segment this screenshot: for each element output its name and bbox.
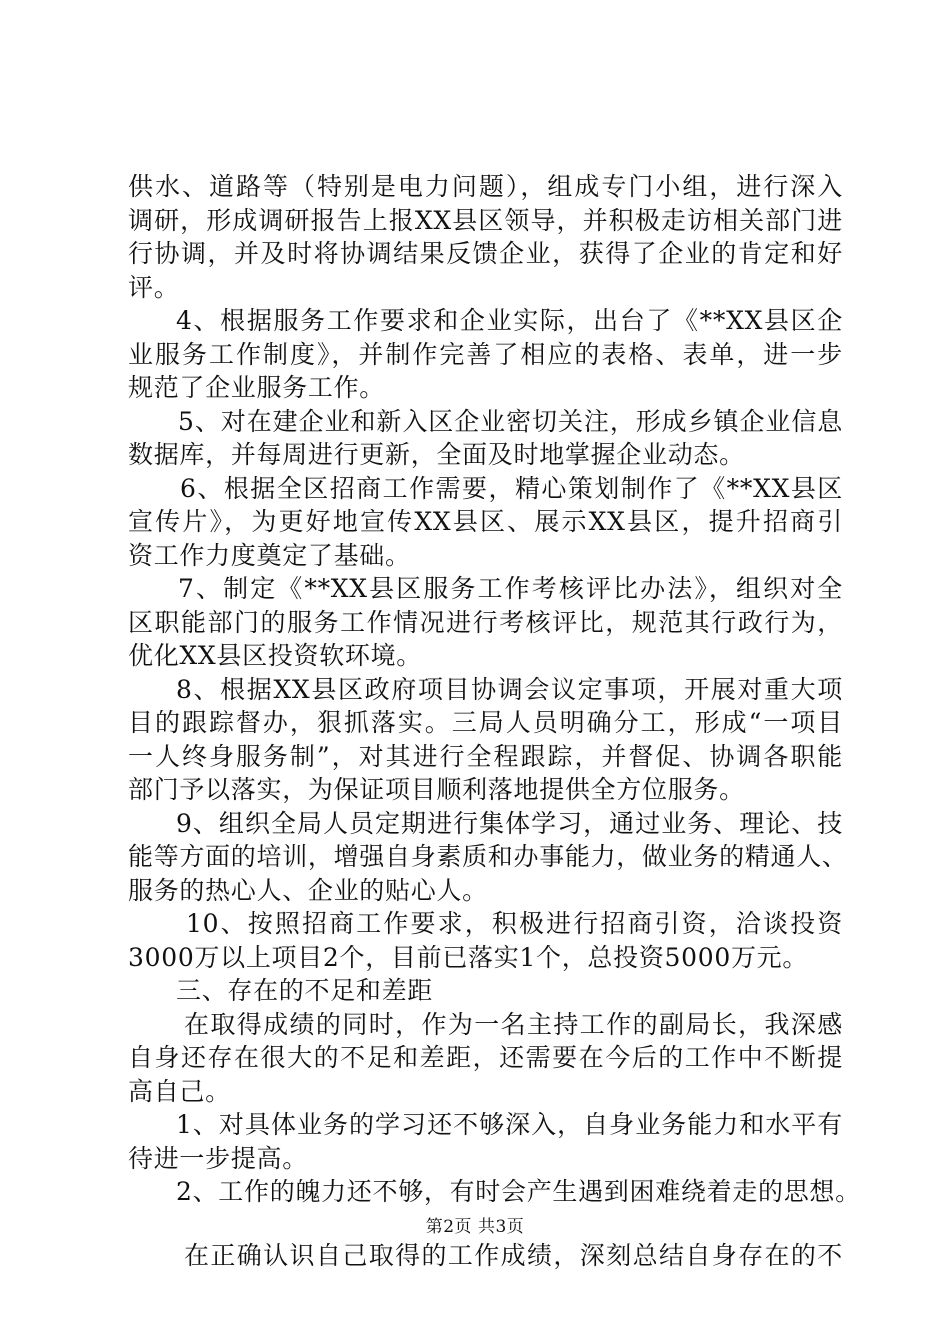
text-line: 优化XX县区投资软环境。	[128, 641, 422, 670]
text-line: 服务的热心人、企业的贴心人。	[128, 875, 488, 905]
text-line: 2、工作的魄力还不够，有时会产生遇到困难绕着走的思想。	[176, 1177, 861, 1206]
text-line: 10、按照招商工作要求，积极进行招商引资，洽谈投资	[186, 909, 843, 938]
text-line: 能等方面的培训，增强自身素质和办事能力，做业务的精通人、	[128, 842, 848, 871]
text-line: 规范了企业服务工作。	[128, 373, 386, 402]
text-line: 5、对在建企业和新入区企业密切关注，形成乡镇企业信息	[178, 406, 843, 436]
document-body	[128, 170, 861, 1272]
text-line: 部门予以落实，为保证项目顺利落地提供全方位服务。	[128, 775, 745, 804]
text-line: 9、组织全局人员定期进行集体学习，通过业务、理论、技	[176, 808, 843, 838]
text-line: 供水、道路等（特别是电力问题），组成专门小组，进行深入	[128, 172, 843, 201]
text-line: 在取得成绩的同时，作为一名主持工作的副局长，我深感	[184, 1009, 843, 1039]
text-line: 资工作力度奠定了基础。	[128, 540, 411, 570]
text-line: 3000万以上项目2个，目前已落实1个，总投资5000万元。	[128, 942, 809, 972]
text-line: 区职能部门的服务工作情况进行考核评比，规范其行政行为，	[128, 607, 843, 637]
text-line: 目的跟踪督办，狠抓落实。三局人员明确分工，形成“一项目	[128, 708, 843, 737]
text-line: 4、根据服务工作要求和企业实际，出台了《**XX县区企	[176, 306, 843, 335]
text-line: 一人终身服务制”，对其进行全程跟踪，并督促、协调各职能	[128, 741, 843, 771]
text-line: 自身还存在很大的不足和差距，还需要在今后的工作中不断提	[128, 1043, 843, 1072]
text-line: 在正确认识自己取得的工作成绩，深刻总结自身存在的不	[184, 1240, 843, 1270]
page-footer: 第2页 共3页	[425, 1217, 525, 1237]
text-line: 评。	[128, 272, 180, 302]
text-line: 1、对具体业务的学习还不够深入，自身业务能力和水平有	[176, 1110, 843, 1139]
text-line: 宣传片》，为更好地宣传XX县区、展示XX县区，提升招商引	[128, 507, 843, 536]
section-heading: 三、存在的不足和差距	[176, 976, 434, 1005]
text-line: 数据库，并每周进行更新，全面及时地掌握企业动态。	[128, 440, 745, 469]
text-line: 行协调，并及时将协调结果反馈企业，获得了企业的肯定和好	[128, 239, 843, 268]
text-line: 待进一步提高。	[128, 1143, 308, 1173]
text-line: 调研，形成调研报告上报XX县区领导，并积极走访相关部门进	[128, 205, 843, 235]
text-line: 7、制定《**XX县区服务工作考核评比办法》，组织对全	[178, 574, 843, 603]
text-line: 6、根据全区招商工作需要，精心策划制作了《**XX县区	[180, 473, 843, 503]
text-line: 业服务工作制度》，并制作完善了相应的表格、表单，进一步	[128, 339, 843, 369]
text-line: 8、根据XX县区政府项目协调会议定事项，开展对重大项	[176, 674, 843, 704]
text-line: 高自己。	[128, 1076, 231, 1106]
